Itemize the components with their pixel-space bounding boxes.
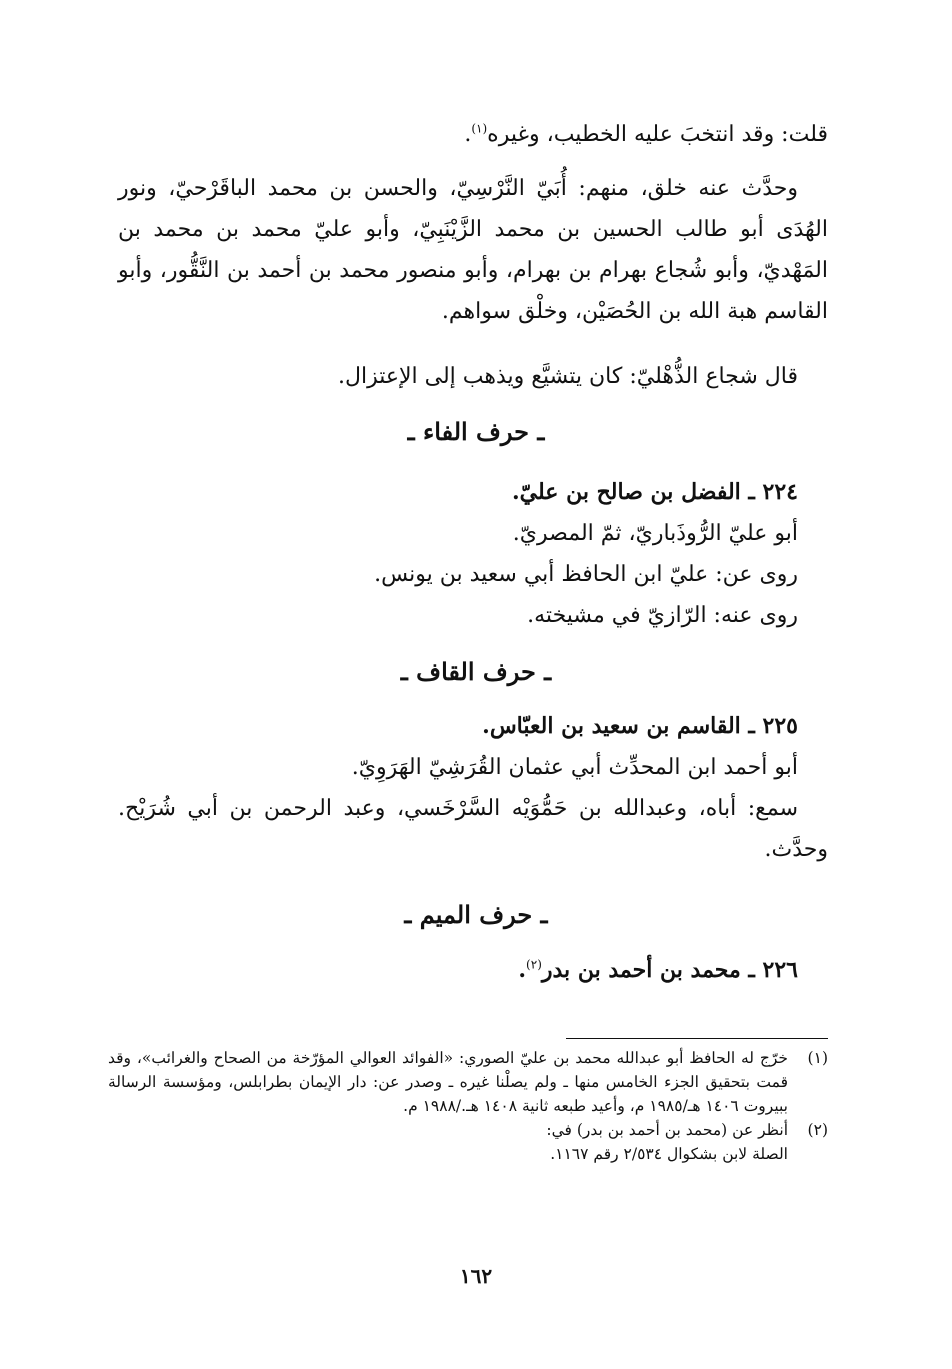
entry-226 bbox=[118, 950, 828, 991]
intro-paragraph-2 bbox=[118, 168, 828, 332]
section-heading-mim: ـ حرف الميم ـ bbox=[404, 900, 548, 929]
footnote-2-line-2: الصلة لابن بشكوال ٢/٥٣٤ رقم ١١٦٧. bbox=[550, 1145, 788, 1163]
entry-title-226-end: . bbox=[518, 957, 527, 983]
entry-225 bbox=[118, 706, 828, 870]
footnotes bbox=[108, 1046, 828, 1166]
entry-225-line-2: سمع: أباه، وعبدالله بن حَمُّوَيْه السَّرْخَسي، وعبد الرحمن بن أبي شُرَيْح. وحدَّث. bbox=[118, 796, 828, 862]
entry-title-225: ٢٢٥ ـ القاسم بن سعيد بن العبّاس. bbox=[482, 713, 798, 739]
intro-text-1: قلت: وقد انتخبَ عليه الخطيب، وغيره bbox=[487, 122, 828, 147]
footnote-number: (٢) bbox=[807, 1121, 828, 1139]
footnote-2-line-1: أنظر عن (محمد بن أحمد بن بدر) في: bbox=[546, 1121, 788, 1139]
entry-224-line-1: أبو عليّ الرُّوذَباريّ، ثمّ المصريّ. bbox=[512, 521, 798, 546]
entry-title-224: ٢٢٤ ـ الفضل بن صالح بن عليّ. bbox=[512, 479, 798, 505]
entry-224-line-3: روى عنه: الرّازيّ في مشيخته. bbox=[527, 603, 798, 628]
footnote-text bbox=[108, 1118, 788, 1166]
section-heading-fa: ـ حرف الفاء ـ bbox=[407, 417, 545, 446]
intro-text-1-end: . bbox=[464, 122, 472, 147]
footnote-1 bbox=[108, 1046, 828, 1118]
intro-paragraph-1 bbox=[118, 114, 828, 155]
entry-224-line-2: روى عن: عليّ ابن الحافظ أبي سعيد بن يونس. bbox=[374, 562, 798, 587]
entry-title-226: ٢٢٦ ـ محمد بن أحمد بن بدر bbox=[541, 957, 798, 983]
footnote-ref-1[interactable]: (١) bbox=[471, 121, 488, 136]
footnote-number: (١) bbox=[807, 1049, 828, 1067]
footnote-text: خرّج له الحافظ أبو عبدالله محمد بن عليّ الصوري: «الفوائد العوالي المؤرّخة من الصحاح والغرائب»، وقد قمت بتحقيق الجزء الخامس منها ـ ولم يصلْنا غيره ـ وصدر عن: دار الإيمان بطرابلس، ومؤسسة الرسالة ببيروت ١٤٠٦ هـ/١٩٨٥ م، وأعيد طبعه ثانية ١٤٠٨ هـ./١٩٨٨ م. bbox=[108, 1049, 788, 1115]
entry-224 bbox=[118, 472, 828, 636]
footnote-ref-2[interactable]: (٢) bbox=[526, 957, 542, 972]
intro-text-3: قال شجاع الذُّهْليّ: كان يتشيَّع ويذهب إلى الإعتزال. bbox=[338, 364, 798, 389]
footnote-2 bbox=[108, 1118, 828, 1166]
intro-text-2: وحدَّث عنه خلق، منهم: أُبَيّ النَّرْسِيّ، والحسن بن محمد الباقَرْحيّ، ونور الهُدَى أبو طالب الحسين بن محمد الزَّيْنَبِيّ، وأبو عليّ محمد بن محمد بن المَهْديّ، وأبو شُجاع بهرام بن بهرام، وأبو منصور محمد بن أحمد بن النَّقُّور، وأبو القاسم هبة الله بن الحُصَيْن، وخلْق سواهم. bbox=[118, 176, 828, 324]
section-heading-qaf: ـ حرف القاف ـ bbox=[400, 657, 552, 686]
entry-225-line-1: أبو أحمد ابن المحدِّث أبي عثمان القُرَشِيّ الهَرَوِيّ. bbox=[351, 755, 798, 780]
page-number: ١٦٢ bbox=[459, 1264, 493, 1288]
intro-paragraph-3 bbox=[118, 356, 828, 397]
footnote-separator bbox=[566, 1038, 828, 1039]
